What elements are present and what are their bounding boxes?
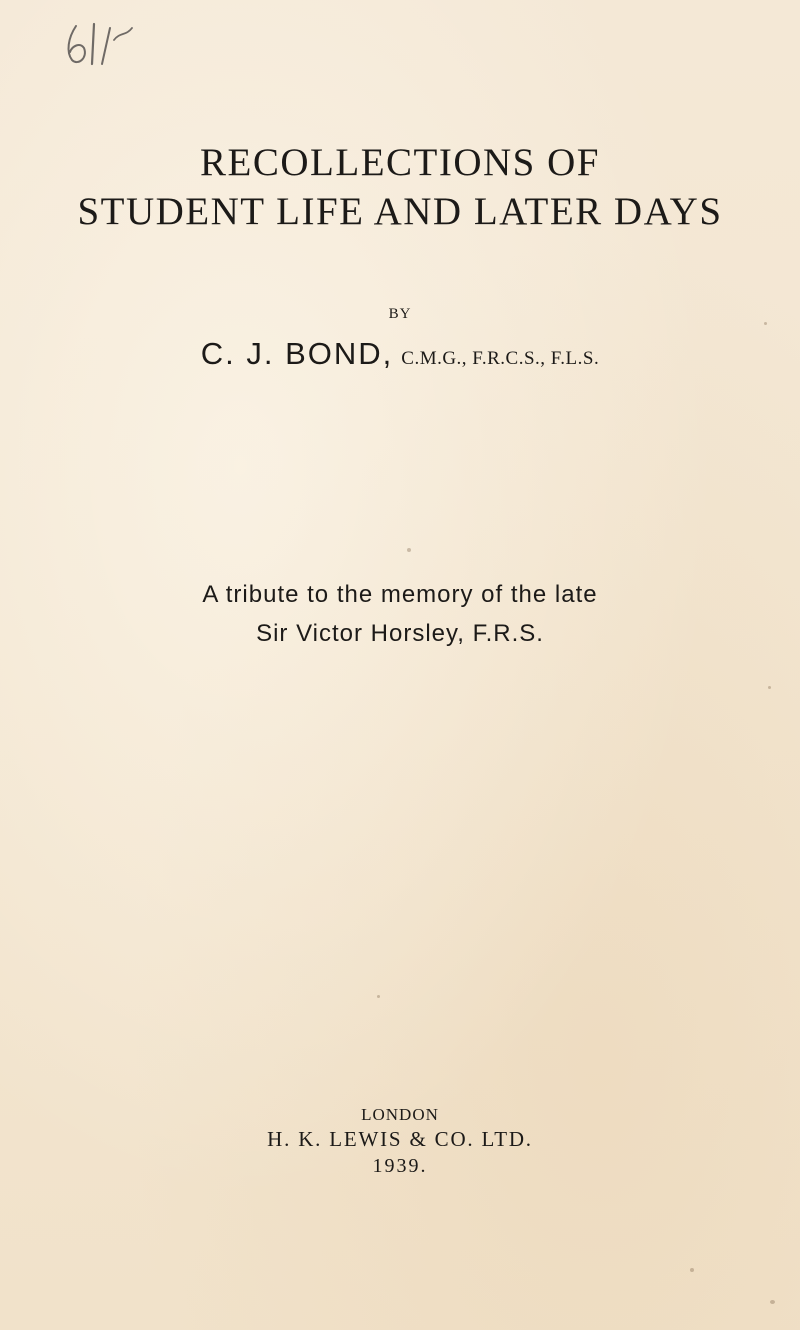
by-label: BY: [388, 306, 412, 322]
handwritten-pencil-mark: [62, 18, 172, 68]
author-qualifications: C.M.G., F.R.C.S., F.L.S.: [401, 348, 600, 369]
author-line: [0, 336, 800, 372]
paper-speck: [764, 322, 767, 325]
dedication-line-2: Sir Victor Horsley, F.R.S.: [256, 620, 544, 647]
book-title-line-2: STUDENT LIFE AND LATER DAYS: [77, 190, 723, 233]
paper-speck: [768, 686, 771, 689]
paper-speck: [770, 1300, 775, 1304]
imprint-year: 1939.: [372, 1155, 428, 1177]
imprint-publisher: H. K. LEWIS & CO. LTD.: [267, 1127, 533, 1151]
dedication-line-1: A tribute to the memory of the late: [202, 581, 598, 608]
paper-speck: [377, 995, 380, 998]
book-title-line-1: RECOLLECTIONS OF: [200, 141, 600, 184]
paper-speck: [690, 1268, 694, 1272]
author-name: C. J. BOND,: [200, 336, 394, 371]
imprint-city: LONDON: [361, 1105, 439, 1124]
paper-speck: [407, 548, 411, 552]
